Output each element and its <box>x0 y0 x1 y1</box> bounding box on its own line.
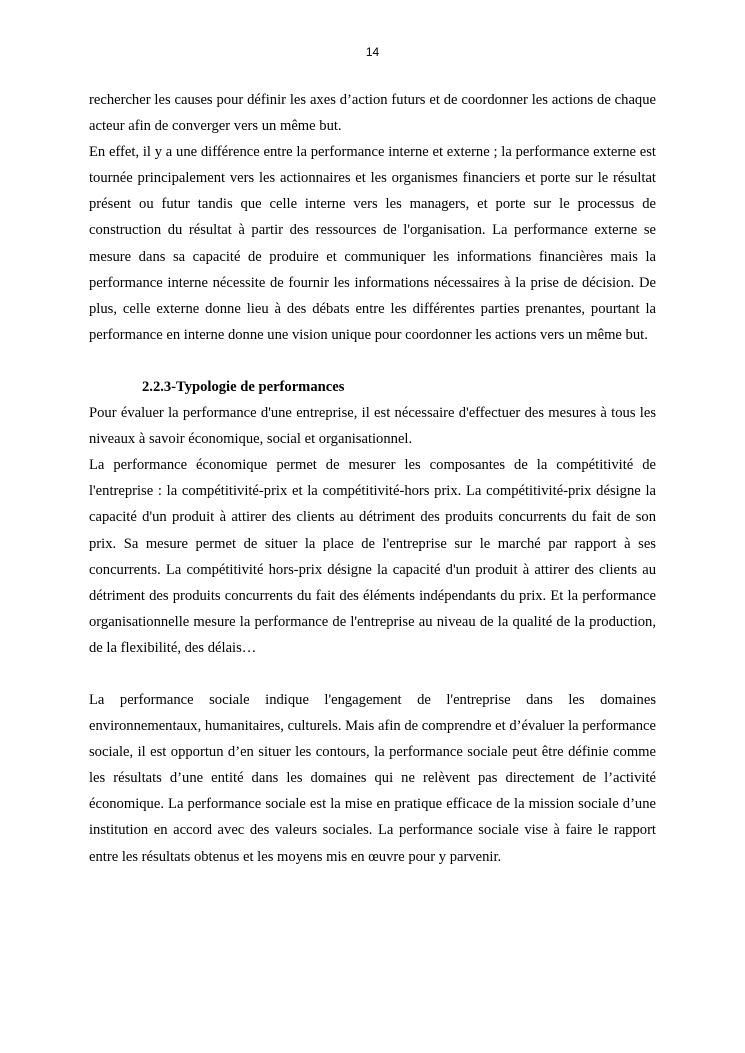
paragraph-social-performance: La performance sociale indique l'engagement de l'entreprise dans les domaines environnementaux, humanitaires, culturels. Mais afin de comprendre et d’évaluer la performance sociale, il est opportun d’en situer les contours, la performance sociale peut être définie comme les résultats d’une entité dans les domaines qui ne relèvent pas directement de l’activité économique. La performance sociale est la mise en pratique efficace de la mission sociale d’une institution en accord avec des valeurs sociales. La performance sociale vise à faire le rapport entre les résultats obtenus et les moyens mis en œuvre pour y parvenir. <box>89 691 656 865</box>
spacer <box>89 348 656 374</box>
spacer <box>89 661 656 687</box>
page-number: 14 <box>365 45 380 59</box>
paragraph-internal-external-performance: En effet, il y a une différence entre la performance interne et externe ; la performance externe est tournée principalement vers les actionnaires et les organismes financiers et porte sur le résultat présent ou futur tandis que celle interne vers les managers, et porte sur le processus de construction du résultat à partir des ressources de l'organisation. La performance externe se mesure dans sa capacité de produire et communiquer les informations financières mais la performance interne nécessite de fournir les informations nécessaires à la prise de décision. De plus, celle externe donne lieu à des débats entre les différentes parties prenantes, pourtant la performance en interne donne une vision unique pour coordonner les actions vers un même but. <box>89 144 656 343</box>
paragraph-economic-performance: La performance économique permet de mesurer les composantes de la compétitivité de l'entreprise : la compétitivité-prix et la compétitivité-hors prix. La compétitivité-prix désigne la capacité d'un produit à attirer des clients au détriment des produits concurrents du fait de son prix. Sa mesure permet de situer la place de l'entreprise sur le marché par rapport à ses concurrents. La compétitivité hors-prix désigne la capacité d'un produit à attirer des clients au détriment des produits concurrents du fait des éléments indépendants du prix. Et la performance organisationnelle mesure la performance de l'entreprise au niveau de la qualité de la production, de la flexibilité, des délais… <box>89 457 656 656</box>
section-heading: 2.2.3-Typologie de performances <box>142 378 345 395</box>
page-body <box>89 87 656 870</box>
paragraph-evaluation-levels: Pour évaluer la performance d'une entreprise, il est nécessaire d'effectuer des mesures à tous les niveaux à savoir économique, social et organisationnel. <box>89 405 656 448</box>
paragraph-continuation: rechercher les causes pour définir les axes d’action futurs et de coordonner les actions de chaque acteur afin de converger vers un même but. <box>89 92 656 135</box>
